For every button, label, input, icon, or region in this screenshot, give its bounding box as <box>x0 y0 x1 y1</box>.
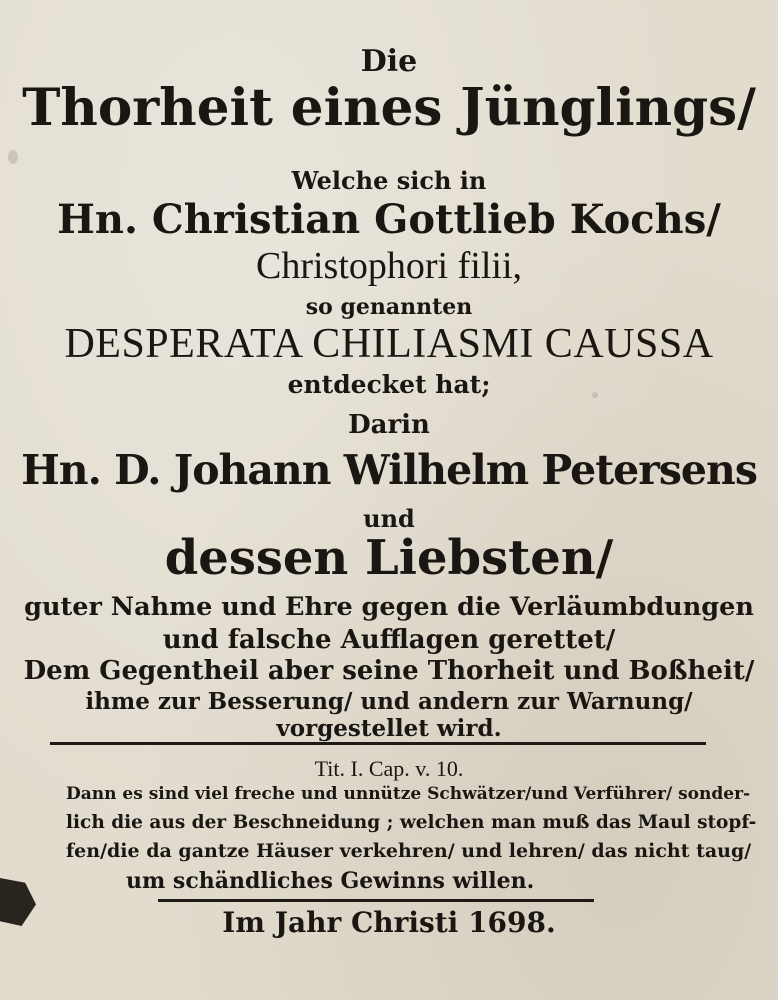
quote-line: Dann es sind viel freche und unnütze Schwätzer/und Verführer/ sonder- <box>66 784 751 804</box>
line-ihme: ihme zur Besserung/ und andern zur Warnung/ <box>85 688 693 715</box>
imprint-year: Im Jahr Christi 1698. <box>222 906 556 939</box>
line-dem: Dem Gegentheil aber seine Thorheit und Boßheit/ <box>23 656 755 686</box>
paper-stain <box>8 150 18 164</box>
line-author-name: Hn. Christian Gottlieb Kochs/ <box>57 196 721 243</box>
line-dessen: dessen Liebsten/ <box>164 530 614 586</box>
divider-rule <box>158 899 594 902</box>
line-falsche: und falsche Aufflagen gerettet/ <box>162 625 616 655</box>
line-entdecket: entdecket hat; <box>287 370 491 399</box>
heading-die: Die <box>360 44 418 79</box>
line-guter: guter Nahme und Ehre gegen die Verläumbdungen <box>24 592 754 622</box>
line-desperata: DESPERATA CHILIASMI CAUSSA <box>64 321 714 367</box>
line-so-genannten: so genannten <box>305 294 473 320</box>
line-christophori: Christophori filii, <box>256 245 522 287</box>
line-vorgestellet: vorgestellet wird. <box>276 715 502 742</box>
quote-line: um schändliches Gewinns willen. <box>126 868 535 894</box>
line-petersens: Hn. D. Johann Wilhelm Petersens <box>21 446 757 494</box>
line-welche: Welche sich in <box>291 166 487 195</box>
bible-citation: Tit. I. Cap. v. 10. <box>314 756 464 781</box>
quote-line: lich die aus der Beschneidung ; welchen man muß das Maul stopf- <box>66 812 757 833</box>
quote-line: fen/die da gantze Häuser verkehren/ und lehren/ das nicht taug/ <box>66 840 752 862</box>
line-darin: Darin <box>348 410 430 440</box>
line-und: und <box>363 504 415 533</box>
main-title: Thorheit eines Jünglings/ <box>22 78 756 138</box>
divider-rule <box>50 742 706 745</box>
